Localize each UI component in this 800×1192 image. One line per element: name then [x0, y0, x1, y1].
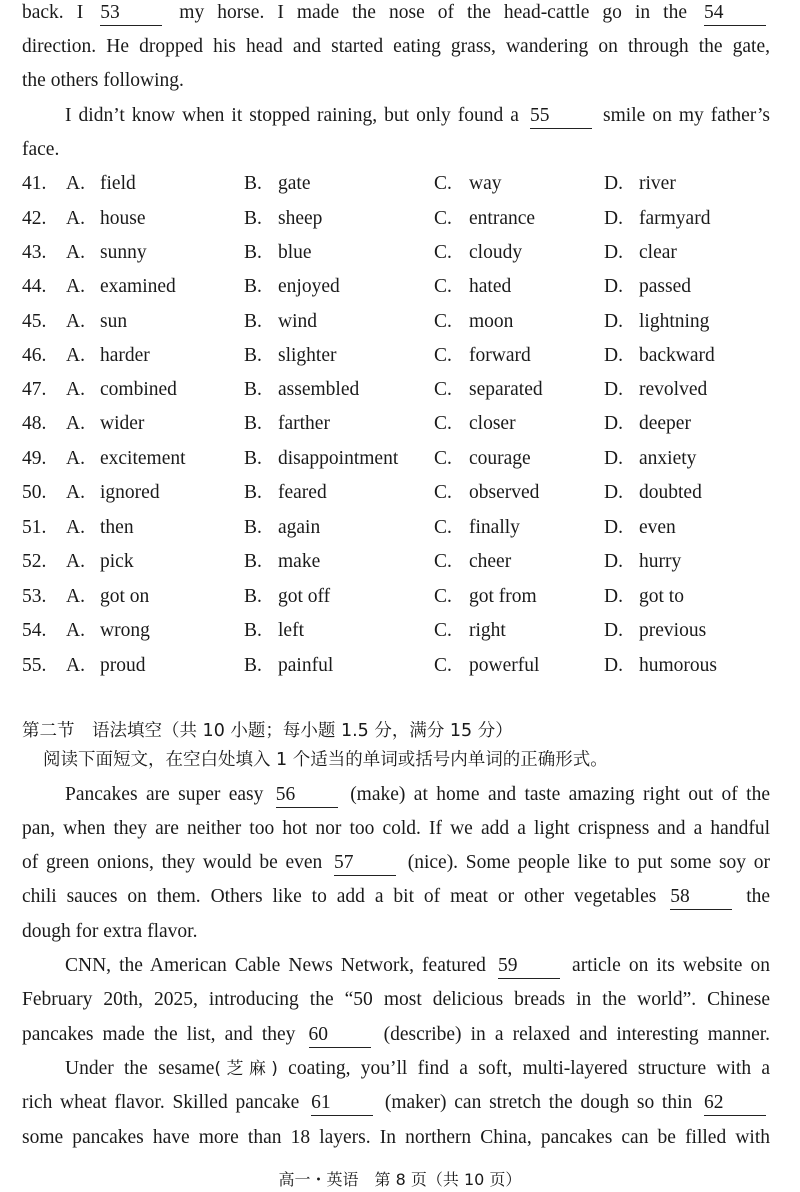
blank-53[interactable]: 53: [100, 1, 162, 26]
option-label-c: C.: [434, 620, 452, 641]
option-a[interactable]: then: [100, 517, 134, 538]
option-b[interactable]: wind: [278, 311, 317, 332]
option-label-a: A.: [66, 448, 85, 469]
option-label-c: C.: [434, 586, 452, 607]
question-number: 49.: [22, 448, 47, 469]
option-d[interactable]: anxiety: [639, 448, 697, 469]
text: back. I: [22, 2, 84, 23]
text: (make) at home and taste amazing right out of the: [350, 784, 771, 805]
option-c[interactable]: moon: [469, 311, 514, 332]
option-label-d: D.: [604, 173, 623, 194]
option-row: [22, 513, 782, 543]
option-d[interactable]: farmyard: [639, 208, 711, 229]
option-d[interactable]: clear: [639, 242, 677, 263]
option-label-c: C.: [434, 311, 452, 332]
option-a[interactable]: sun: [100, 311, 128, 332]
passage-line: [22, 848, 770, 878]
option-label-d: D.: [604, 413, 623, 434]
text: of green onions, they would be even: [22, 852, 323, 873]
option-b[interactable]: painful: [278, 655, 334, 676]
passage-line: [22, 1020, 770, 1050]
option-c[interactable]: forward: [469, 345, 531, 366]
option-row: [22, 272, 782, 302]
option-label-a: A.: [66, 517, 85, 538]
question-number: 47.: [22, 379, 47, 400]
option-c[interactable]: right: [469, 620, 506, 641]
text: (describe) in a relaxed and interesting manner.: [383, 1024, 771, 1045]
blank-58[interactable]: 58: [670, 885, 732, 910]
option-b[interactable]: enjoyed: [278, 276, 340, 297]
option-label-d: D.: [604, 379, 623, 400]
option-label-b: B.: [244, 276, 262, 297]
passage-line: [22, 780, 770, 810]
option-row: [22, 204, 782, 234]
question-number: 51.: [22, 517, 47, 538]
option-a[interactable]: ignored: [100, 482, 160, 503]
option-label-a: A.: [66, 655, 85, 676]
text: coating, you’ll find a soft, multi-layered structure with a: [288, 1058, 770, 1079]
question-number: 44.: [22, 276, 47, 297]
option-label-a: A.: [66, 208, 85, 229]
option-b[interactable]: again: [278, 517, 321, 538]
question-number: 43.: [22, 242, 47, 263]
option-c[interactable]: cheer: [469, 551, 512, 572]
option-label-b: B.: [244, 517, 262, 538]
passage-line: the others following.: [22, 70, 184, 91]
option-label-b: B.: [244, 208, 262, 229]
option-label-b: B.: [244, 551, 262, 572]
option-label-d: D.: [604, 208, 623, 229]
question-number: 48.: [22, 413, 47, 434]
option-a[interactable]: combined: [100, 379, 177, 400]
option-row: [22, 169, 782, 199]
option-d[interactable]: got to: [639, 586, 684, 607]
option-label-a: A.: [66, 482, 85, 503]
option-label-c: C.: [434, 173, 452, 194]
option-b[interactable]: gate: [278, 173, 311, 194]
page-footer: 高一・英语 第 8 页（共 10 页）: [278, 1170, 522, 1189]
text: chili sauces on them. Others like to add a bit of meat or other vegetables: [22, 886, 657, 907]
option-d[interactable]: passed: [639, 276, 691, 297]
option-c[interactable]: way: [469, 173, 502, 194]
option-d[interactable]: backward: [639, 345, 715, 366]
passage-line: [22, 1054, 770, 1084]
text: Under the sesame: [65, 1058, 215, 1079]
option-label-b: B.: [244, 620, 262, 641]
option-a[interactable]: field: [100, 173, 136, 194]
option-label-d: D.: [604, 620, 623, 641]
option-a[interactable]: wider: [100, 413, 145, 434]
option-b[interactable]: sheep: [278, 208, 323, 229]
blank-57[interactable]: 57: [334, 851, 396, 876]
option-row: [22, 616, 782, 646]
passage-line: [22, 951, 770, 981]
option-c[interactable]: separated: [469, 379, 543, 400]
option-b[interactable]: disappointment: [278, 448, 399, 469]
option-label-b: B.: [244, 413, 262, 434]
option-label-d: D.: [604, 517, 623, 538]
blank-59[interactable]: 59: [498, 954, 560, 979]
option-row: [22, 307, 782, 337]
option-label-d: D.: [604, 551, 623, 572]
option-b[interactable]: blue: [278, 242, 312, 263]
text: Pancakes are super easy: [65, 784, 264, 805]
text: my horse. I made the nose of the head-cattle go in the: [179, 2, 687, 23]
blank-56[interactable]: 56: [276, 783, 338, 808]
option-c[interactable]: powerful: [469, 655, 540, 676]
blank-62[interactable]: 62: [704, 1091, 766, 1116]
option-row: [22, 444, 782, 474]
option-b[interactable]: got off: [278, 586, 331, 607]
passage-line: some pancakes have more than 18 layers. In northern China, pancakes can be filled with: [22, 1127, 770, 1148]
option-label-a: A.: [66, 551, 85, 572]
option-a[interactable]: got on: [100, 586, 150, 607]
option-row: [22, 409, 782, 439]
option-label-c: C.: [434, 551, 452, 572]
option-b[interactable]: assembled: [278, 379, 360, 400]
gloss: (芝麻): [214, 1059, 278, 1079]
option-label-b: B.: [244, 311, 262, 332]
option-label-c: C.: [434, 413, 452, 434]
option-c[interactable]: entrance: [469, 208, 536, 229]
blank-61[interactable]: 61: [311, 1091, 373, 1116]
option-label-d: D.: [604, 276, 623, 297]
option-label-d: D.: [604, 586, 623, 607]
option-label-a: A.: [66, 173, 85, 194]
option-label-a: A.: [66, 276, 85, 297]
option-d[interactable]: revolved: [639, 379, 708, 400]
text: rich wheat flavor. Skilled pancake: [22, 1092, 300, 1113]
option-label-a: A.: [66, 311, 85, 332]
option-label-c: C.: [434, 448, 452, 469]
passage-line: direction. He dropped his head and started eating grass, wandering on through the gate,: [22, 36, 770, 57]
option-d[interactable]: hurry: [639, 551, 682, 572]
option-label-b: B.: [244, 379, 262, 400]
option-c[interactable]: got from: [469, 586, 537, 607]
question-number: 46.: [22, 345, 47, 366]
option-row: [22, 582, 782, 612]
option-d[interactable]: deeper: [639, 413, 691, 434]
text: article on its website on: [572, 955, 770, 976]
option-label-c: C.: [434, 379, 452, 400]
option-label-d: D.: [604, 311, 623, 332]
passage-line: [22, 1088, 770, 1118]
section-instruction: 阅读下面短文，在空白处填入 1 个适当的单词或括号内单词的正确形式。: [43, 750, 608, 770]
question-number: 53.: [22, 586, 47, 607]
text: (maker) can stretch the dough so thin: [384, 1092, 693, 1113]
option-label-d: D.: [604, 448, 623, 469]
question-number: 45.: [22, 311, 47, 332]
option-label-a: A.: [66, 413, 85, 434]
text: the: [746, 886, 771, 907]
option-c[interactable]: closer: [469, 413, 516, 434]
question-number: 52.: [22, 551, 47, 572]
question-number: 42.: [22, 208, 47, 229]
passage-line: pan, when they are neither too hot nor too cold. If we add a light crispness and a handful: [22, 818, 770, 839]
question-number: 50.: [22, 482, 47, 503]
option-d[interactable]: even: [639, 517, 676, 538]
option-label-a: A.: [66, 379, 85, 400]
option-label-a: A.: [66, 586, 85, 607]
passage-line: dough for extra flavor.: [22, 921, 198, 942]
option-label-d: D.: [604, 345, 623, 366]
option-label-d: D.: [604, 482, 623, 503]
blank-60[interactable]: 60: [309, 1023, 371, 1048]
option-label-c: C.: [434, 517, 452, 538]
passage-line: [22, 0, 770, 28]
option-row: [22, 651, 782, 681]
option-b[interactable]: left: [278, 620, 304, 641]
option-row: [22, 341, 782, 371]
option-label-a: A.: [66, 345, 85, 366]
option-row: [22, 547, 782, 577]
blank-54[interactable]: 54: [704, 1, 766, 26]
option-c[interactable]: observed: [469, 482, 540, 503]
question-number: 41.: [22, 173, 47, 194]
option-label-c: C.: [434, 242, 452, 263]
text: (nice). Some people like to put some soy or: [407, 852, 771, 873]
option-a[interactable]: pick: [100, 551, 134, 572]
option-c[interactable]: finally: [469, 517, 520, 538]
question-number: 55.: [22, 655, 47, 676]
passage-line: February 20th, 2025, introducing the “50 most delicious breads in the world”. Chinese: [22, 989, 770, 1010]
option-a[interactable]: house: [100, 208, 146, 229]
option-c[interactable]: cloudy: [469, 242, 523, 263]
text: pancakes made the list, and they: [22, 1024, 296, 1045]
option-label-b: B.: [244, 655, 262, 676]
text: smile on my father’s: [603, 105, 771, 126]
option-label-c: C.: [434, 345, 452, 366]
option-label-a: A.: [66, 620, 85, 641]
option-a[interactable]: excitement: [100, 448, 186, 469]
option-d[interactable]: previous: [639, 620, 707, 641]
option-label-b: B.: [244, 586, 262, 607]
option-b[interactable]: farther: [278, 413, 330, 434]
option-d[interactable]: humorous: [639, 655, 717, 676]
section-heading: 第二节 语法填空（共 10 小题；每小题 1.5 分，满分 15 分）: [22, 721, 513, 741]
passage-line: [22, 101, 770, 131]
option-row: [22, 375, 782, 405]
option-a[interactable]: examined: [100, 276, 176, 297]
option-label-c: C.: [434, 276, 452, 297]
option-label-d: D.: [604, 655, 623, 676]
option-row: [22, 238, 782, 268]
passage-line: face.: [22, 139, 60, 160]
option-label-b: B.: [244, 242, 262, 263]
option-b[interactable]: make: [278, 551, 321, 572]
option-label-d: D.: [604, 242, 623, 263]
passage-line: [22, 882, 770, 912]
option-label-c: C.: [434, 655, 452, 676]
option-label-b: B.: [244, 173, 262, 194]
blank-55[interactable]: 55: [530, 104, 592, 129]
option-d[interactable]: river: [639, 173, 676, 194]
option-d[interactable]: lightning: [639, 311, 710, 332]
question-number: 54.: [22, 620, 47, 641]
text: CNN, the American Cable News Network, featured: [65, 955, 486, 976]
option-label-b: B.: [244, 482, 262, 503]
option-b[interactable]: feared: [278, 482, 327, 503]
option-b[interactable]: slighter: [278, 345, 337, 366]
option-label-a: A.: [66, 242, 85, 263]
option-label-c: C.: [434, 208, 452, 229]
option-row: [22, 478, 782, 508]
option-label-c: C.: [434, 482, 452, 503]
option-label-b: B.: [244, 448, 262, 469]
option-c[interactable]: courage: [469, 448, 531, 469]
option-label-b: B.: [244, 345, 262, 366]
option-a[interactable]: wrong: [100, 620, 150, 641]
option-d[interactable]: doubted: [639, 482, 702, 503]
text: I didn’t know when it stopped raining, but only found a: [65, 105, 519, 126]
option-a[interactable]: proud: [100, 655, 146, 676]
option-a[interactable]: harder: [100, 345, 150, 366]
option-c[interactable]: hated: [469, 276, 512, 297]
option-a[interactable]: sunny: [100, 242, 147, 263]
